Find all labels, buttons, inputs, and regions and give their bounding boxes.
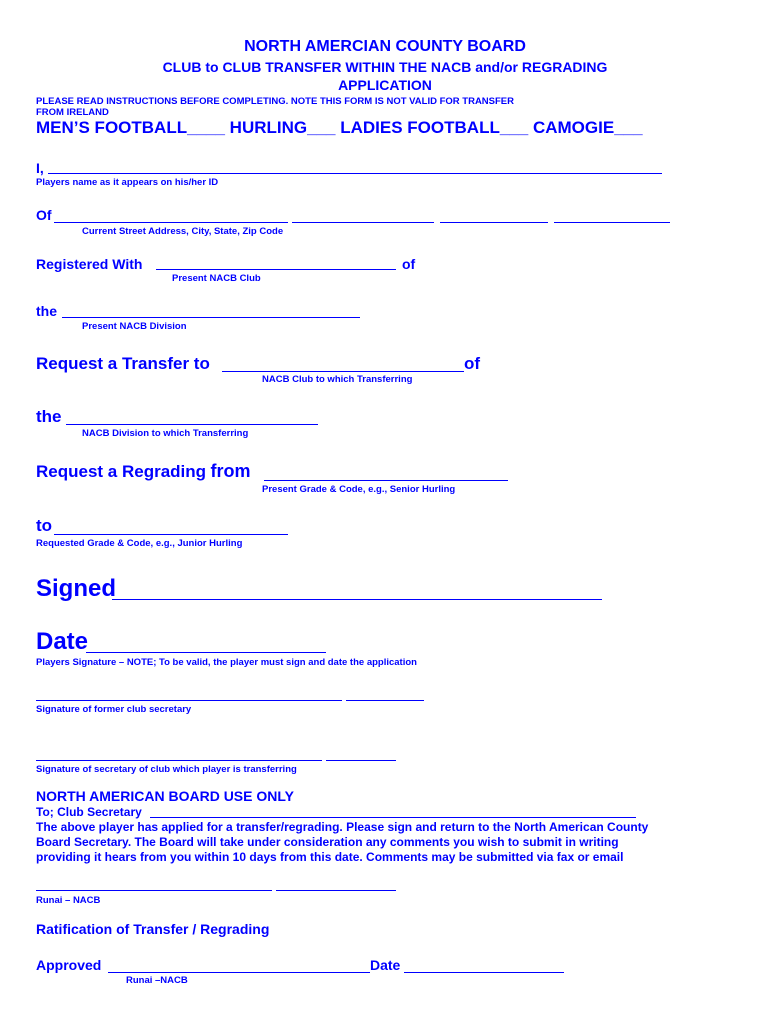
approval-date-field[interactable]: [404, 972, 564, 973]
transfer-label: Request a Transfer to: [36, 354, 210, 373]
requested-grade-field[interactable]: [54, 534, 288, 535]
instructions-notice: PLEASE READ INSTRUCTIONS BEFORE COMPLETING. NOTE THIS FORM IS NOT VALID FOR TRANSFER: [36, 96, 515, 107]
player-name-caption: Players name as it appears on his/her ID: [36, 177, 219, 188]
sport-hurling-label: HURLING: [229, 118, 308, 137]
address-street-field[interactable]: [54, 222, 288, 223]
regrade-label: Request a Regrading: [36, 462, 207, 481]
present-grade-caption: Present Grade & Code, e.g., Senior Hurling: [262, 484, 456, 495]
board-notice-line-2: Board Secretary. The Board will take under consideration any comments you wish to submit in writing: [36, 835, 619, 849]
player-signature-caption: Players Signature – NOTE; To be valid, the player must sign and date the application: [36, 657, 417, 668]
board-notice-line-3: providing it hears from you within 10 days from this date. Comments may be submitted via fax or email: [36, 850, 624, 864]
former-secretary-date-field[interactable]: [346, 700, 424, 701]
requested-grade-caption: Requested Grade & Code, e.g., Junior Hurling: [36, 538, 243, 549]
sport-camogie-field[interactable]: ___: [614, 118, 643, 137]
transfer-club-caption: NACB Club to which Transferring: [262, 374, 413, 385]
requested-grade-label: to: [36, 516, 53, 535]
present-grade-field[interactable]: [264, 480, 508, 481]
board-use-heading: NORTH AMERICAN BOARD USE ONLY: [36, 788, 294, 804]
date-label: Date: [36, 628, 89, 655]
sport-hurling-field[interactable]: ___: [307, 118, 336, 137]
registered-of-label: of: [402, 256, 416, 272]
present-division-caption: Present NACB Division: [82, 321, 187, 332]
player-signature-field[interactable]: [112, 599, 602, 600]
transfer-division-caption: NACB Division to which Transferring: [82, 428, 249, 439]
runai-date-field[interactable]: [276, 890, 396, 891]
transfer-division-field[interactable]: [66, 424, 318, 425]
transfer-of-label: of: [464, 354, 481, 373]
regrade-from-label: from: [210, 461, 251, 481]
sport-mens-football-field[interactable]: ____: [187, 118, 225, 137]
address-city-field[interactable]: [292, 222, 434, 223]
transfer-club-field[interactable]: [222, 371, 464, 372]
new-secretary-signature-field[interactable]: [36, 760, 322, 761]
sport-ladies-football-label: LADIES FOOTBALL: [340, 118, 500, 137]
form-subtitle-application: APPLICATION: [338, 77, 432, 93]
runai-signature-field[interactable]: [36, 890, 272, 891]
approved-label: Approved: [36, 957, 102, 973]
address-label: Of: [36, 207, 52, 223]
former-secretary-caption: Signature of former club secretary: [36, 704, 192, 715]
form-subtitle: CLUB to CLUB TRANSFER WITHIN THE NACB and/or REGRADING: [162, 59, 608, 75]
sport-selection-row: [36, 118, 643, 138]
player-name-label: I,: [36, 160, 44, 176]
club-secretary-label: To; Club Secretary: [36, 805, 142, 819]
present-division-field[interactable]: [62, 317, 360, 318]
present-club-caption: Present NACB Club: [172, 273, 261, 284]
board-notice-line-1: The above player has applied for a transfer/regrading. Please sign and return to the North American County: [36, 820, 649, 834]
approval-date-label: Date: [370, 957, 401, 973]
signature-date-field[interactable]: [86, 652, 326, 653]
sport-camogie-label: CAMOGIE: [532, 118, 615, 137]
sport-ladies-football-field[interactable]: ___: [499, 118, 529, 137]
address-state-field[interactable]: [440, 222, 548, 223]
form-title: NORTH AMERCIAN COUNTY BOARD: [244, 38, 526, 55]
former-secretary-signature-field[interactable]: [36, 700, 342, 701]
present-club-field[interactable]: [156, 269, 396, 270]
address-caption: Current Street Address, City, State, Zip Code: [82, 226, 284, 237]
instructions-notice-cont: FROM IRELAND: [36, 107, 109, 118]
registered-with-label: Registered With: [36, 256, 143, 272]
new-secretary-date-field[interactable]: [326, 760, 396, 761]
ratification-heading: Ratification of Transfer / Regrading: [36, 921, 270, 937]
runai-caption: Runai – NACB: [36, 895, 101, 906]
regrade-row: [36, 461, 251, 482]
runai-caption-approval: Runai –NACB: [126, 975, 188, 986]
sport-mens-football-label: MEN’S FOOTBALL: [36, 118, 188, 137]
address-zip-field[interactable]: [554, 222, 670, 223]
new-secretary-caption: Signature of secretary of club which player is transferring: [36, 764, 297, 775]
player-name-field[interactable]: [48, 173, 662, 174]
present-division-label: the: [36, 303, 57, 319]
approved-signature-field[interactable]: [108, 972, 370, 973]
signed-label: Signed: [36, 575, 117, 602]
transfer-division-label: the: [36, 407, 62, 426]
club-secretary-field[interactable]: [150, 817, 636, 818]
